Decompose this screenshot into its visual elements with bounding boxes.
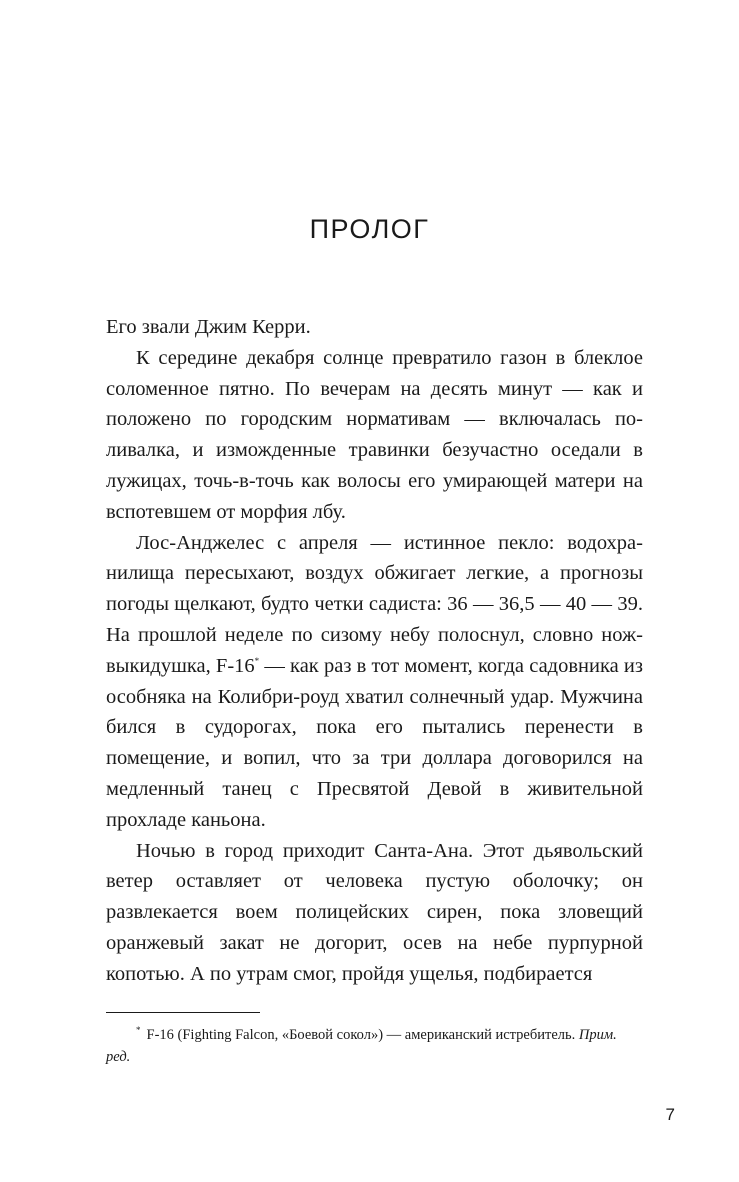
- paragraph-2: К середине декабря солнце превратило газон в блеклое соломенное пятно. По вечерам на десять минут — как и положено по городским нормативам — включалась поливалка, и изможденные травинки безучастно оседали в лужицах, точь-в-точь как волосы его умирающей матери на вспотевшем от морфия лбу.: [106, 346, 643, 523]
- footnote-separator: [106, 1012, 260, 1013]
- paragraph-4: Ночью в город приходит Санта-Ана. Этот дьявольский ветер оставляет от человека пустую оболочку; он развлекается воем полицейских сирен, пока зловещий оранжевый закат не догорит, осев на небе пурпурной копотью. А по утрам смог, пройдя ущелья, подбирается: [106, 839, 643, 985]
- footnote-editor-note: Прим. ред.: [106, 1027, 617, 1065]
- paragraph-1: Его звали Джим Керри.: [106, 316, 311, 338]
- page-number: 7: [665, 1105, 675, 1124]
- paragraph-3-part-1: Лос-Анджелес с апреля — истинное пекло: водохранилища пересыхают, воздух обжигает легкие, а прогнозы погоды щелкают, будто четки садиста: 36 — 36,5 — 40 — 39. На прошлой неделе по сизому небу полоснул, словно нож-выкидушка, F-16: [106, 531, 643, 677]
- footnote-text: F-16 (Fighting Falcon, «Боевой сокол») — американский истребитель.: [146, 1027, 576, 1043]
- paragraph-3: [106, 528, 643, 836]
- footnote-reference-mark: *: [254, 655, 260, 666]
- footnote-line: [106, 1024, 643, 1068]
- footnote: [106, 1024, 643, 1068]
- body-text: [106, 312, 643, 990]
- paragraph-3-part-2: — как раз в тот момент, когда садовника из особняка на Колибри-роуд хватил солнечный удар. Мужчина бился в судорогах, пока его пытались перенести в помещение, и вопил, что за три доллара договорился на медленный танец с Пресвятой Девой в живительной прохладе каньона.: [106, 654, 643, 831]
- footnote-marker: *: [136, 1025, 141, 1036]
- chapter-title: ПРОЛОГ: [309, 214, 430, 244]
